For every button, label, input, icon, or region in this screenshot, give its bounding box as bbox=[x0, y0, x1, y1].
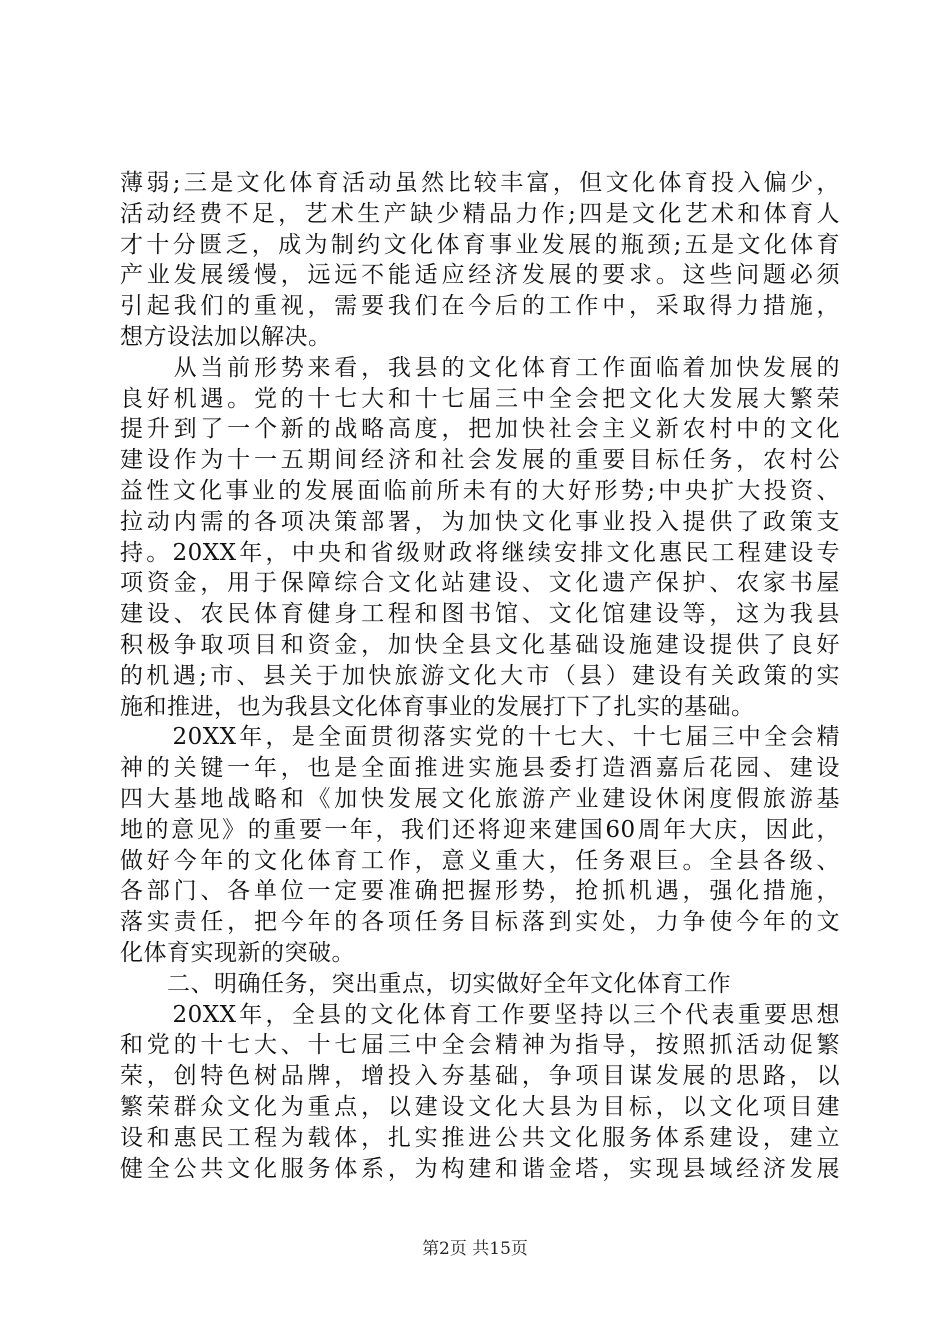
text-line: 良好机遇。党的十七大和十七届三中全会把文化大发展大繁荣 bbox=[120, 385, 840, 412]
text-line: 拉动内需的各项决策部署，为加快文化事业投入提供了政策支 bbox=[120, 508, 840, 535]
text-line: 20XX年，是全面贯彻落实党的十七大、十七届三中全会精 bbox=[120, 724, 840, 751]
text-line: 提升到了一个新的战略高度，把加快社会主义新农村中的文化 bbox=[120, 416, 840, 443]
text-line: 做好今年的文化体育工作，意义重大，任务艰巨。全县各级、 bbox=[120, 847, 840, 874]
text-line: 的机遇;市、县关于加快旅游文化大市（县）建设有关政策的实 bbox=[120, 662, 840, 689]
text-line: 落实责任，把今年的各项任务目标落到实处，力争使今年的文 bbox=[120, 909, 840, 936]
text-line: 想方设法加以解决。 bbox=[120, 323, 332, 350]
text-line: 神的关键一年，也是全面推进实施县委打造酒嘉后花园、建设 bbox=[120, 755, 840, 782]
text-line: 从当前形势来看，我县的文化体育工作面临着加快发展的 bbox=[120, 354, 840, 381]
text-line: 活动经费不足，艺术生产缺少精品力作;四是文化艺术和体育人 bbox=[120, 200, 840, 227]
text-line: 设和惠民工程为载体，扎实推进公共文化服务体系建设，建立 bbox=[120, 1124, 840, 1151]
text-line: 繁荣群众文化为重点，以建设文化大县为目标，以文化项目建 bbox=[120, 1093, 840, 1120]
text-line: 持。20XX年，中央和省级财政将继续安排文化惠民工程建设专 bbox=[120, 539, 840, 566]
text-line: 二、明确任务，突出重点，切实做好全年文化体育工作 bbox=[120, 970, 731, 997]
text-line: 化体育实现新的突破。 bbox=[120, 939, 355, 966]
text-line: 健全公共文化服务体系，为构建和谐金塔，实现县域经济发展 bbox=[120, 1155, 840, 1182]
text-line: 项资金，用于保障综合文化站建设、文化遗产保护、农家书屋 bbox=[120, 570, 840, 597]
page-number-footer: 第2页 共15页 bbox=[422, 1239, 528, 1259]
text-line: 益性文化事业的发展面临前所未有的大好形势;中央扩大投资、 bbox=[120, 477, 840, 504]
text-line: 和党的十七大、十七届三中全会精神为指导，按照抓活动促繁 bbox=[120, 1032, 840, 1059]
text-line: 引起我们的重视，需要我们在今后的工作中，采取得力措施， bbox=[120, 293, 840, 320]
text-line: 产业发展缓慢，远远不能适应经济发展的要求。这些问题必须 bbox=[120, 262, 840, 289]
text-line: 20XX年，全县的文化体育工作要坚持以三个代表重要思想 bbox=[120, 1001, 840, 1028]
text-line: 施和推进，也为我县文化体育事业的发展打下了扎实的基础。 bbox=[120, 693, 755, 720]
text-line: 积极争取项目和资金，加快全县文化基础设施建设提供了良好 bbox=[120, 631, 840, 658]
text-line: 荣，创特色树品牌，增投入夯基础，争项目谋发展的思路，以 bbox=[120, 1063, 840, 1090]
text-line: 各部门、各单位一定要准确把握形势，抢抓机遇，强化措施， bbox=[120, 878, 840, 905]
text-line: 建设、农民体育健身工程和图书馆、文化馆建设等，这为我县 bbox=[120, 601, 840, 628]
text-line: 建设作为十一五期间经济和社会发展的重要目标任务，农村公 bbox=[120, 447, 840, 474]
text-line: 四大基地战略和《加快发展文化旅游产业建设休闲度假旅游基 bbox=[120, 785, 840, 812]
text-line: 才十分匮乏，成为制约文化体育事业发展的瓶颈;五是文化体育 bbox=[120, 231, 840, 258]
text-line: 地的意见》的重要一年，我们还将迎来建国60周年大庆，因此， bbox=[120, 816, 840, 843]
text-line: 薄弱;三是文化体育活动虽然比较丰富，但文化体育投入偏少， bbox=[120, 170, 840, 196]
document-body bbox=[120, 168, 840, 1184]
